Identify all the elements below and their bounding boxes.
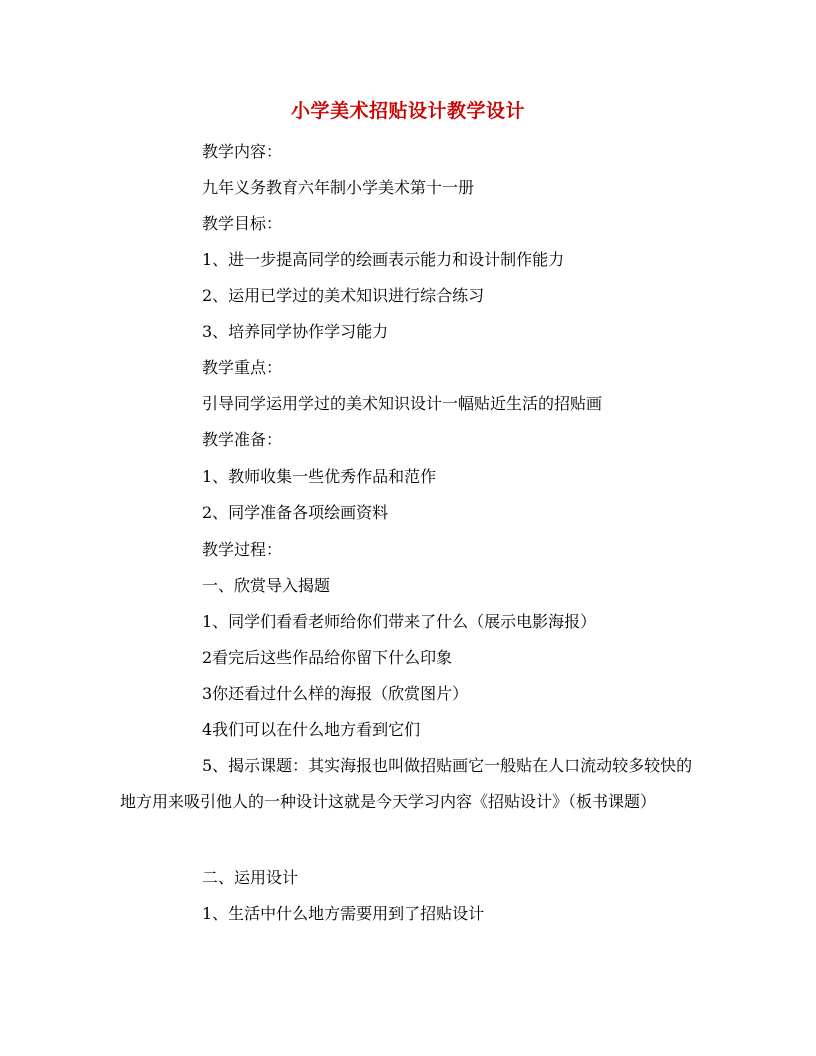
text-line: 引导同学运用学过的美术知识设计一幅贴近生活的招贴画 [202,394,603,413]
text-line: 1、教师收集一些优秀作品和范作 [202,467,437,486]
text-line: 3你还看过什么样的海报（欣赏图片） [202,684,469,703]
text-line: 1、同学们看看老师给你们带来了什么（展示电影海报） [202,612,597,631]
paragraph: 5、揭示课题：其实海报也叫做招贴画它一般贴在人口流动较多较快的地方用来吸引他人的一种设计这就是今天学习内容《招贴设计》（板书课题） [120,756,693,811]
text-line: 教学过程： [202,540,283,559]
text-line: 教学内容： [202,142,283,161]
text-line: 一、欣赏导入揭题 [202,576,331,595]
text-line: 教学准备： [202,430,283,449]
text-line: 4我们可以在什么地方看到它们 [202,720,421,739]
text-line: 教学重点： [202,358,283,377]
document-title: 小学美术招贴设计教学设计 [290,100,525,122]
text-line: 九年义务教育六年制小学美术第十一册 [202,178,475,197]
text-line: 二、运用设计 [202,868,299,887]
text-line: 3、培养同学协作学习能力 [202,322,389,341]
text-line: 1、进一步提高同学的绘画表示能力和设计制作能力 [202,250,565,269]
text-line: 2看完后这些作品给你留下什么印象 [202,648,453,667]
text-line: 教学目标： [202,214,283,233]
text-line: 1、生活中什么地方需要用到了招贴设计 [202,904,485,923]
text-line: 2、运用已学过的美术知识进行综合练习 [202,286,485,305]
text-line: 2、同学准备各项绘画资料 [202,503,389,522]
